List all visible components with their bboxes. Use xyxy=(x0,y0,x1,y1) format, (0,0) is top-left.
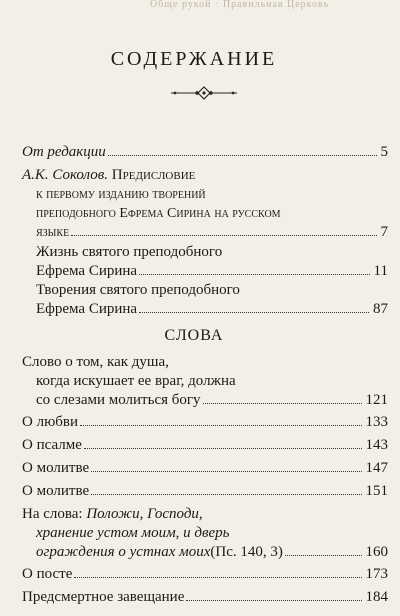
leader-dots xyxy=(84,448,362,449)
entry-title: О посте xyxy=(22,566,73,582)
leader-dots xyxy=(91,471,361,472)
entry-title-line: Ефрема Сирина xyxy=(36,301,138,317)
page-number: 147 xyxy=(365,460,388,476)
entry-title-line: хранение устом моим, и дверь xyxy=(36,525,230,541)
entry-title: Предсмертное завещание xyxy=(22,589,185,605)
entry-title: Положи, Господи, xyxy=(86,506,203,522)
entry-title: Творения святого преподобного xyxy=(36,282,240,298)
entry-title: Жизнь святого преподобного xyxy=(36,244,223,260)
entry-title-line: когда искушает ее враг, должна xyxy=(36,373,236,389)
page-number: 173 xyxy=(365,566,388,582)
toc-entry[interactable] xyxy=(22,281,388,319)
page-number: 87 xyxy=(373,301,388,317)
leader-dots xyxy=(203,403,362,404)
leader-dots xyxy=(74,577,361,578)
page-number: 133 xyxy=(365,414,388,430)
entry-title-line: преподобного Ефрема Сирина на русском xyxy=(36,206,281,221)
page-number: 143 xyxy=(365,437,388,453)
entry-title: От редакции xyxy=(22,144,106,160)
entry-title: Предисловие xyxy=(111,167,196,183)
leader-dots xyxy=(285,555,362,556)
toc-entry[interactable] xyxy=(22,353,388,410)
leader-dots xyxy=(108,155,377,156)
entry-title: О псалме xyxy=(22,437,82,453)
toc-entry[interactable] xyxy=(22,482,388,501)
leader-dots xyxy=(71,235,376,236)
toc-entry[interactable] xyxy=(22,565,388,584)
entry-title: Слово о том, как душа, xyxy=(22,354,169,370)
toc-entry[interactable]: А.К. Соколов. Предисловие к первому изданию творений преподобного Ефрема Сирина на русском языке 7 xyxy=(22,167,388,240)
toc-entry[interactable] xyxy=(22,413,388,432)
page-number: 151 xyxy=(365,483,388,499)
entry-title: О молитве xyxy=(22,483,90,499)
page-number: 184 xyxy=(365,589,388,605)
page-title: СОДЕРЖАНИЕ xyxy=(110,48,278,70)
page-number: 7 xyxy=(380,224,388,240)
page-number: 121 xyxy=(365,392,388,408)
leader-dots xyxy=(139,312,369,313)
toc-entry[interactable] xyxy=(22,243,388,281)
entry-title: О любви xyxy=(22,414,79,430)
ornament-divider-icon xyxy=(169,86,239,100)
section-title: СЛОВА xyxy=(164,327,224,344)
leader-dots xyxy=(186,600,361,601)
page-number: 11 xyxy=(373,263,388,279)
entry-title-line: ограждения о устнах моих xyxy=(36,544,211,560)
toc-entry[interactable] xyxy=(22,436,388,455)
entry-title-line: со слезами молиться богу xyxy=(36,392,201,408)
leader-dots xyxy=(139,274,369,275)
toc-entry[interactable] xyxy=(22,459,388,478)
entry-title: О молитве xyxy=(22,460,90,476)
entry-title-line: Ефрема Сирина xyxy=(36,263,138,279)
entry-title-line: к первому изданию творений xyxy=(36,187,206,202)
leader-dots xyxy=(80,425,361,426)
page-number: 5 xyxy=(380,144,388,160)
toc-page xyxy=(14,0,388,616)
toc-entry[interactable]: На слова: Положи, Господи, хранение устом моим, и дверь ограждения о устнах моих (Пс. 140, 3) 160 xyxy=(22,506,388,560)
entry-title-line: (Пс. 140, 3) xyxy=(210,544,283,560)
toc-entry[interactable] xyxy=(22,143,388,162)
entry-title-line: языке xyxy=(36,225,70,240)
leader-dots xyxy=(91,494,361,495)
toc-entry[interactable] xyxy=(22,588,388,607)
page-number: 160 xyxy=(365,544,388,560)
previous-page-bleed: Обще рукой · Правильная Церковь xyxy=(150,0,330,10)
